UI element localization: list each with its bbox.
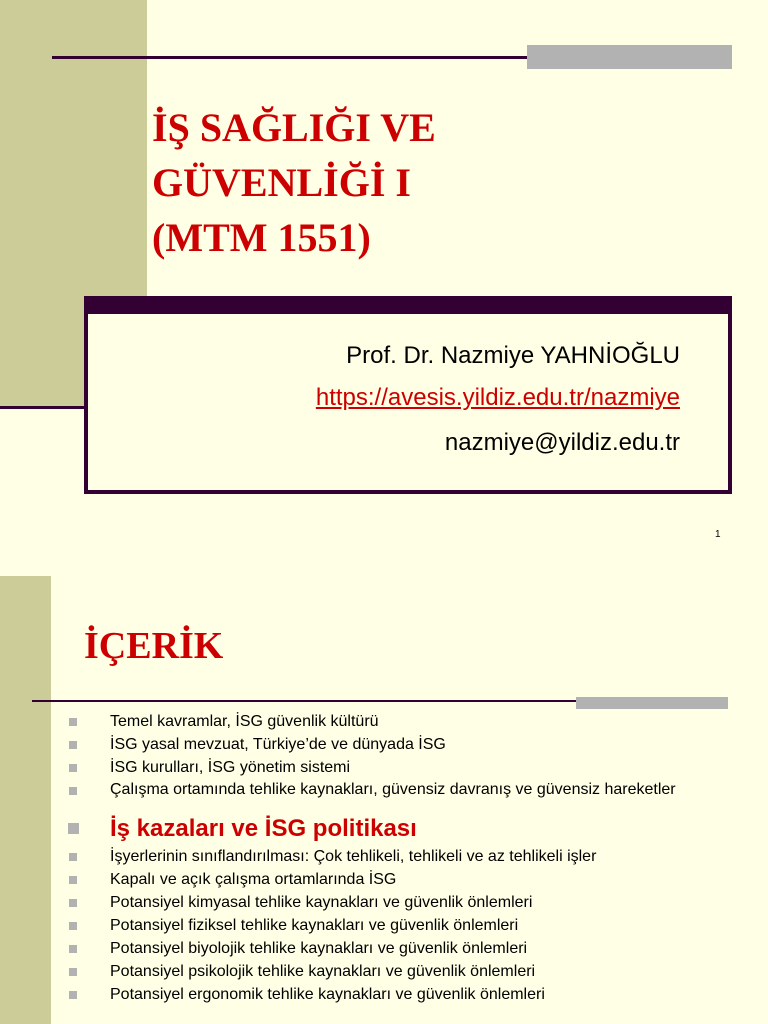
list-item-text: Kapalı ve açık çalışma ortamlarında İSG bbox=[110, 871, 397, 888]
author-name: Prof. Dr. Nazmiye YAHNİOĞLU bbox=[346, 342, 680, 369]
square-bullet-icon bbox=[69, 922, 77, 930]
square-bullet-icon bbox=[69, 741, 77, 749]
list-item-text: Potansiyel psikolojik tehlike kaynakları ve güvenlik önlemleri bbox=[110, 963, 536, 980]
list-item bbox=[66, 849, 756, 872]
list-item bbox=[66, 964, 756, 987]
list-item bbox=[66, 895, 756, 918]
list-item-highlight bbox=[66, 813, 756, 849]
list-item-text: İş kazaları ve İSG politikası bbox=[110, 815, 417, 842]
slide1-left-rule bbox=[0, 406, 84, 409]
slide1-top-gray-bar bbox=[527, 45, 732, 69]
author-info-box bbox=[84, 296, 732, 494]
title-line-1: İŞ SAĞLIĞI VE bbox=[152, 105, 436, 150]
square-bullet-icon bbox=[69, 876, 77, 884]
square-bullet-icon bbox=[68, 823, 79, 834]
list-item bbox=[66, 872, 756, 895]
list-item bbox=[66, 987, 756, 1010]
page-number: 1 bbox=[715, 529, 721, 540]
title-line-2: GÜVENLİĞİ I bbox=[152, 160, 411, 205]
slide2-gray-bar bbox=[576, 697, 728, 709]
list-item-text: İşyerlerinin sınıflandırılması: Çok tehlikeli, tehlikeli ve az tehlikeli işler bbox=[110, 848, 597, 865]
list-item bbox=[66, 783, 756, 813]
list-item bbox=[66, 760, 756, 783]
square-bullet-icon bbox=[69, 899, 77, 907]
list-item-text: Potansiyel ergonomik tehlike kaynakları ve güvenlik önlemleri bbox=[110, 986, 545, 1003]
list-item-text: İSG kurulları, İSG yönetim sistemi bbox=[110, 759, 351, 776]
list-item-text: İSG yasal mevzuat, Türkiye’de ve dünyada İSG bbox=[110, 736, 446, 753]
square-bullet-icon bbox=[69, 945, 77, 953]
title-line-3: (MTM 1551) bbox=[152, 215, 371, 260]
list-item-text: Çalışma ortamında tehlike kaynakları, güvensiz davranış ve güvensiz hareketler bbox=[110, 781, 676, 798]
list-item-text: Temel kavramlar, İSG güvenlik kültürü bbox=[110, 713, 379, 730]
content-list bbox=[66, 714, 756, 1010]
list-item bbox=[66, 941, 756, 964]
list-item bbox=[66, 714, 756, 737]
square-bullet-icon bbox=[69, 968, 77, 976]
square-bullet-icon bbox=[69, 853, 77, 861]
author-url-link[interactable]: https://avesis.yildiz.edu.tr/nazmiye bbox=[315, 384, 680, 411]
square-bullet-icon bbox=[69, 764, 77, 772]
list-item-text: Potansiyel fiziksel tehlike kaynakları ve güvenlik önlemleri bbox=[110, 917, 519, 934]
list-item-text: Potansiyel biyolojik tehlike kaynakları ve güvenlik önlemleri bbox=[110, 940, 528, 957]
slide2-title: İÇERİK bbox=[84, 625, 224, 667]
slide2-olive-block bbox=[0, 576, 51, 1024]
square-bullet-icon bbox=[69, 787, 77, 795]
list-item-text: Potansiyel kimyasal tehlike kaynakları ve güvenlik önlemleri bbox=[110, 894, 533, 911]
list-item bbox=[66, 918, 756, 941]
list-item bbox=[66, 737, 756, 760]
slide1-title bbox=[152, 100, 712, 265]
author-email: nazmiye@yildiz.edu.tr bbox=[444, 429, 680, 456]
square-bullet-icon bbox=[69, 991, 77, 999]
square-bullet-icon bbox=[69, 718, 77, 726]
